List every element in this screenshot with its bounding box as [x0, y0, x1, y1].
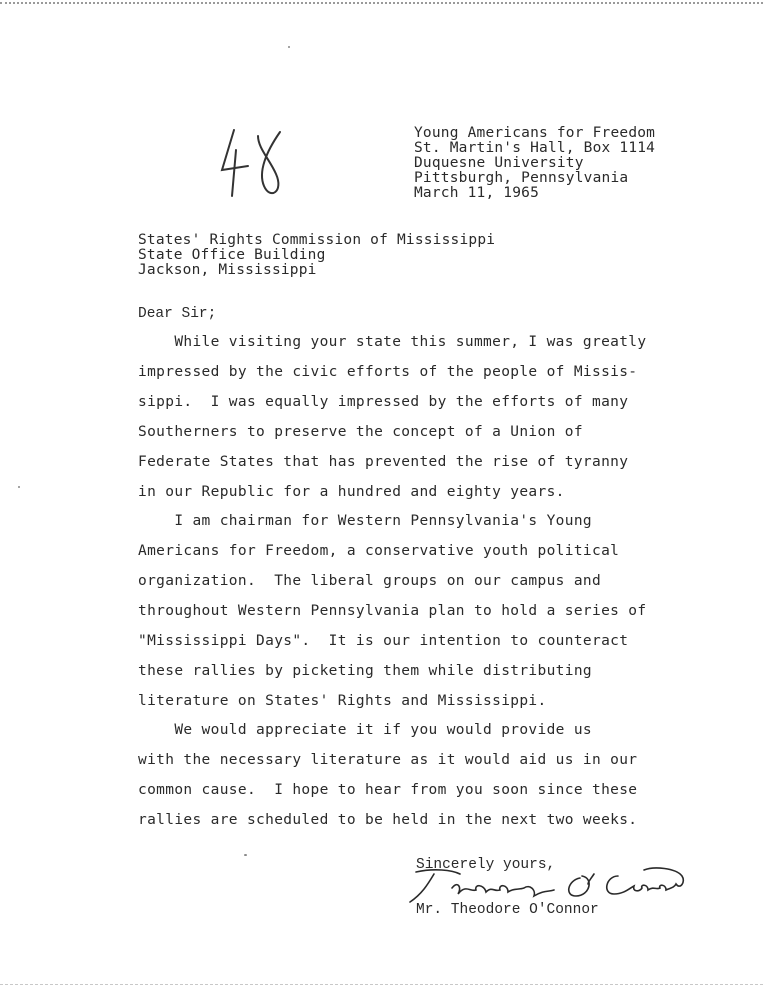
body-line: sippi. I was equally impressed by the efforts of many — [138, 394, 629, 410]
body-line: "Mississippi Days". It is our intention to counteract — [138, 633, 629, 649]
scan-speck — [244, 854, 247, 856]
body-line: literature on States' Rights and Mississippi. — [138, 693, 547, 709]
handwritten-number-mark — [214, 122, 294, 202]
scan-speck — [288, 46, 290, 48]
body-line: in our Republic for a hundred and eighty years. — [138, 484, 565, 500]
body-paragraph-2 — [138, 506, 646, 716]
sender-address — [414, 126, 655, 201]
signer-name: Mr. Theodore O'Connor — [416, 902, 599, 918]
sender-line: Young Americans for Freedom — [414, 125, 656, 141]
body-line: these rallies by picketing them while distributing — [138, 663, 592, 679]
body-line: While visiting your state this summer, I was greatly — [138, 334, 647, 350]
sender-line: Duquesne University — [414, 155, 584, 171]
recipient-line: Jackson, Mississippi — [138, 262, 317, 278]
body-line: throughout Western Pennsylvania plan to hold a series of — [138, 603, 647, 619]
body-line: common cause. I hope to hear from you soon since these — [138, 782, 638, 798]
body-line: Americans for Freedom, a conservative youth political — [138, 543, 620, 559]
body-line: I am chairman for Western Pennsylvania's Young — [138, 513, 592, 529]
body-line: Federate States that has prevented the rise of tyranny — [138, 454, 629, 470]
salutation: Dear Sir; — [138, 306, 217, 322]
body-line: Southerners to preserve the concept of a Union of — [138, 424, 583, 440]
body-line: impressed by the civic efforts of the people of Missis- — [138, 364, 638, 380]
recipient-line: States' Rights Commission of Mississippi — [138, 232, 496, 248]
recipient-address — [138, 233, 495, 278]
bottom-scan-border — [0, 984, 763, 985]
body-paragraph-3 — [138, 715, 637, 835]
closing: Sincerely yours, — [416, 857, 556, 873]
sender-line: St. Martin's Hall, Box 1114 — [414, 140, 656, 156]
body-line: rallies are scheduled to be held in the next two weeks. — [138, 812, 638, 828]
body-line: organization. The liberal groups on our campus and — [138, 573, 602, 589]
top-scan-border — [0, 2, 763, 4]
scan-speck — [18, 486, 20, 488]
letter-date: March 11, 1965 — [414, 185, 540, 201]
body-line: We would appreciate it if you would provide us — [138, 722, 592, 738]
body-paragraph-1 — [138, 327, 646, 507]
recipient-line: State Office Building — [138, 247, 326, 263]
sender-line: Pittsburgh, Pennsylvania — [414, 170, 629, 186]
body-line: with the necessary literature as it would aid us in our — [138, 752, 638, 768]
